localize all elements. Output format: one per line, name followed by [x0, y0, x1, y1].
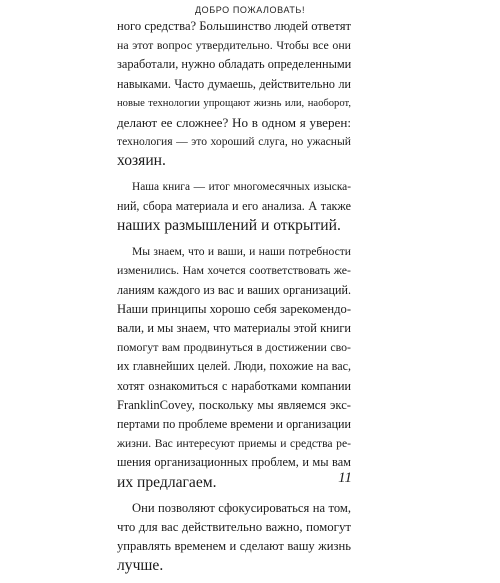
text-line: ний, сбора материала и его анализа. А также — [117, 198, 351, 213]
text-line: их предлагаем. — [117, 473, 217, 491]
text-line: что для вас действительно важно, помогут — [117, 520, 351, 535]
text-line: навыками. Часто думаешь, действительно ли — [117, 76, 351, 91]
text-line: технология — это хороший слуга, но ужасный — [117, 135, 351, 149]
text-line: наших размышлений и открытий. — [117, 217, 341, 235]
text-line: делают ее сложнее? Но в одном я уверен: — [117, 115, 351, 131]
text-line: Мы знаем, что и ваши, и наши потребности — [132, 245, 351, 259]
text-line: FranklinCovey, поскольку мы являемся экс- — [117, 397, 351, 412]
paragraph — [117, 242, 351, 492]
text-line: на этот вопрос утвердительно. Чтобы все они — [117, 38, 351, 53]
text-line: жизни. Вас интересуют приемы и средства ре- — [117, 437, 351, 451]
text-line: лучше. — [117, 557, 164, 575]
text-line: вали, и мы знаем, что материалы этой книги — [117, 321, 351, 336]
text-line: помогут вам продвинуться в достижении сво- — [117, 340, 351, 355]
paragraph — [117, 17, 351, 171]
running-head: ДОБРО ПОЖАЛОВАТЬ! — [194, 5, 306, 15]
text-line: Наша книга — итог многомесячных изыска- — [132, 180, 351, 193]
paragraph — [117, 499, 351, 576]
body-text — [117, 17, 351, 583]
text-line: пертами по проблеме времени и организации — [117, 417, 351, 432]
text-line: хозяин. — [117, 152, 166, 170]
page-number: 11 — [338, 470, 352, 486]
text-line: Наши принципы хорошо себя зарекомендо- — [117, 301, 352, 316]
text-line: новые технологии упрощают жизнь или, наоборот, — [117, 97, 351, 109]
text-line: ланиям каждого из вас и ваших организаций. — [117, 282, 351, 297]
text-line: их главнейших целей. Люди, похожие на вас, — [117, 359, 351, 374]
text-line: хотят ознакомиться с наработками компании — [117, 378, 351, 393]
text-line: шения организационных проблем, и мы вам — [117, 455, 351, 470]
paragraph — [117, 178, 351, 236]
text-line: Они позволяют сфокусироваться на том, — [132, 500, 351, 515]
text-line: ного средства? Большинство людей ответят — [117, 19, 351, 33]
text-line: заработали, нужно обладать определенными — [117, 57, 352, 72]
text-line: управлять временем и сделают вашу жизнь — [117, 539, 351, 554]
text-line: изменились. Нам хочется соответствовать же- — [117, 263, 351, 278]
